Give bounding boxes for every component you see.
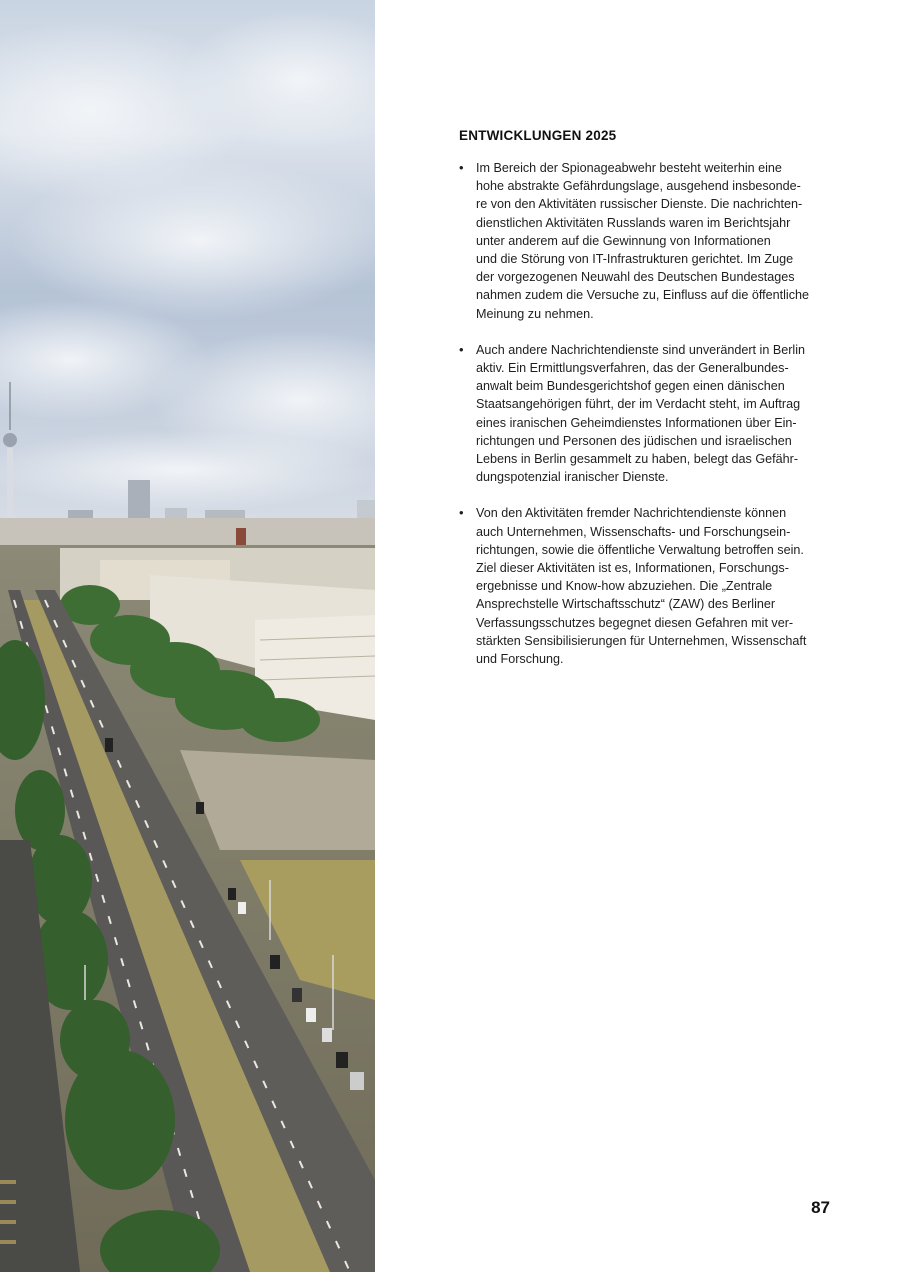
- city-avenue-photo: [0, 0, 375, 1272]
- text-line: dungspotenzial iranischer Dienste.: [476, 470, 669, 485]
- text-line: Im Bereich der Spionageabwehr besteht weiterhin eine: [476, 161, 782, 175]
- cloud: [10, 160, 375, 320]
- text-line: und Forschung.: [476, 652, 564, 667]
- bullet-item: [459, 341, 834, 487]
- text-line: re von den Aktivitäten russischer Dienste. Die nachrichten-: [476, 197, 803, 212]
- text-line: anwalt beim Bundesgerichtshof gegen einen dänischen: [476, 379, 785, 394]
- text-column: [459, 128, 834, 686]
- cloud: [0, 430, 375, 510]
- bullet-dot: •: [459, 160, 464, 175]
- page-number: 87: [811, 1198, 830, 1217]
- text-line: richtungen, sowie die öffentliche Verwaltung betroffen sein.: [476, 542, 804, 557]
- section-title: ENTWICKLUNGEN 2025: [459, 128, 617, 143]
- text-line: aktiv. Ein Ermittlungsverfahren, das der Generalbundes-: [476, 361, 789, 376]
- text-line: eines iranischen Geheimdienstes Informationen über Ein-: [476, 415, 797, 430]
- text-line: Verfassungsschutzes begegnet diesen Gefahren mit ver-: [476, 615, 794, 630]
- text-line: dienstlichen Aktivitäten Russlands waren im Berichtsjahr: [476, 215, 791, 230]
- bullet-dot: •: [459, 341, 464, 357]
- bullet-item: [459, 504, 834, 668]
- text-line: Ziel dieser Aktivitäten ist es, Informationen, Forschungs-: [476, 561, 789, 576]
- text-line: nahmen zudem die Versuche zu, Einfluss auf die öffentliche: [476, 288, 810, 303]
- text-line: Von den Aktivitäten fremder Nachrichtendienste können: [476, 506, 787, 521]
- text-line: Staatsangehörigen führt, der im Verdacht steht, im Auftrag: [476, 397, 801, 412]
- text-line: Lebens in Berlin gesammelt zu haben, belegt das Gefähr-: [476, 452, 799, 467]
- text-line: Auch andere Nachrichtendienste sind unverändert in Berlin: [476, 342, 806, 357]
- text-line: stärkten Sensibilisierungen für Unternehmen, Wissenschaft: [476, 633, 807, 648]
- text-line: hohe abstrakte Gefährdungslage, ausgehend insbesonde-: [476, 179, 801, 194]
- text-line: ergebnisse und Know-how abzuziehen. Die „Zentrale: [476, 579, 773, 594]
- text-line: richtungen und Personen des jüdischen und israelischen: [476, 433, 792, 448]
- text-line: Ansprechstelle Wirtschaftsschutz“ (ZAW) des Berliner: [476, 597, 776, 612]
- text-line: unter anderem auf die Gewinnung von Informationen: [476, 233, 771, 248]
- text-line: auch Unternehmen, Wissenschafts- und Forschungsein-: [476, 524, 791, 539]
- text-line: und die Störung von IT-Infrastrukturen gerichtet. Im Zuge: [476, 252, 794, 267]
- bullet-list: [459, 159, 834, 668]
- text-line: der vorgezogenen Neuwahl des Deutschen Bundestages: [476, 270, 795, 285]
- bullet-dot: •: [459, 505, 464, 521]
- bullet-item: [459, 159, 834, 323]
- text-line: Meinung zu nehmen.: [476, 306, 594, 321]
